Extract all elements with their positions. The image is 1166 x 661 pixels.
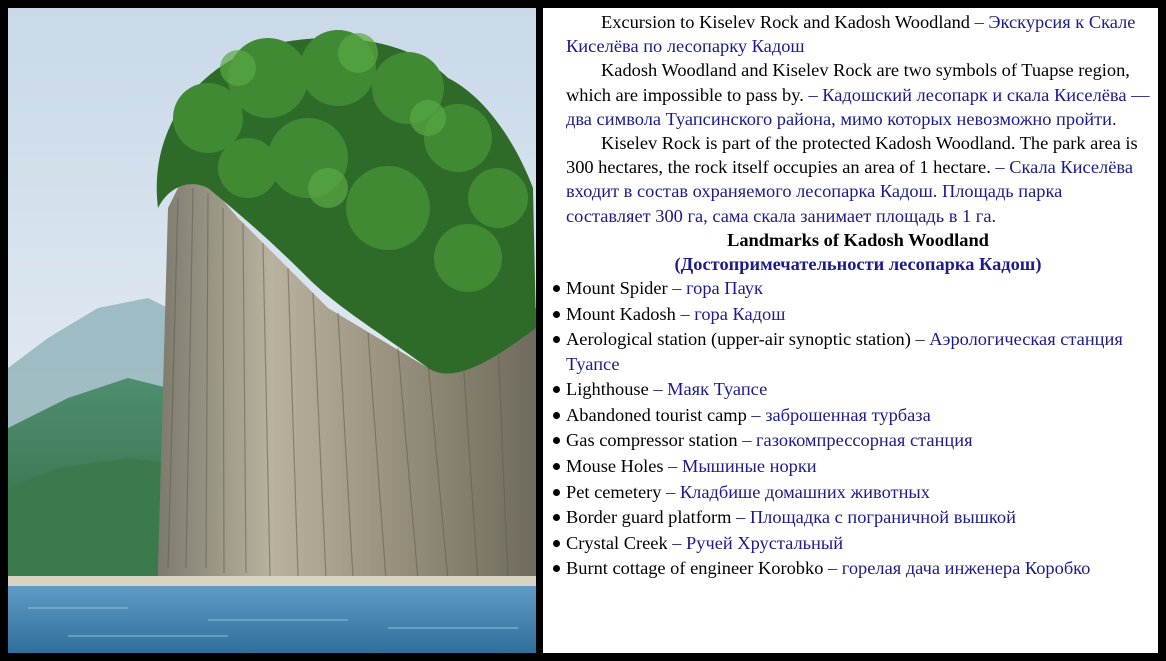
- list-item: [552, 480, 1150, 504]
- item-russian: Площадка с пограничной вышкой: [749, 507, 1016, 528]
- item-russian: горелая дача инженера Коробко: [841, 558, 1091, 579]
- landmarks-list: [552, 276, 1150, 580]
- item-russian: Ручей Хрустальный: [686, 532, 844, 553]
- item-separator: –: [661, 481, 680, 502]
- list-item: [552, 454, 1150, 478]
- bullet-icon: [553, 489, 560, 496]
- item-english: Pet cemetery: [566, 481, 662, 502]
- item-english: Aerological station (upper-air synoptic station): [566, 329, 911, 350]
- item-russian: Мышиные норки: [681, 456, 817, 476]
- item-russian: Маяк Туапсе: [667, 379, 768, 400]
- item-russian: газокомпрессорная станция: [756, 430, 973, 451]
- kiselev-rock-photo: [8, 8, 536, 653]
- item-russian: Аэрологическая станция Туапсе: [566, 329, 1123, 374]
- bullet-icon: [553, 311, 560, 318]
- list-item: [552, 302, 1150, 326]
- item-english: Mouse Holes: [566, 456, 664, 476]
- item-separator: –: [823, 558, 842, 579]
- bullet-icon: [553, 463, 560, 470]
- bullet-icon: [553, 565, 560, 572]
- item-english: Burnt cottage of engineer Korobko: [566, 558, 824, 579]
- item-separator: –: [910, 329, 930, 350]
- bullet-icon: [553, 412, 560, 419]
- list-item: [552, 403, 1150, 427]
- landmarks-heading: [566, 228, 1150, 276]
- item-english: Mount Spider: [566, 278, 668, 299]
- text-panel: [543, 8, 1158, 653]
- intro-3-russian: Скала Киселёва входит в состав охраняемого лесопарка Кадош. Площадь парка составляет 300 га, сама скала занимает площадь в 1 га.: [566, 157, 1134, 226]
- item-russian: заброшенная турбаза: [765, 404, 931, 425]
- item-russian: Кладбише домашних животных: [679, 481, 930, 502]
- intro-2-english: Kadosh Woodland and Kiselev Rock are two symbols of Tuapse region, which are impossible to pass by.: [566, 60, 1130, 105]
- item-english: Mount Kadosh: [566, 303, 681, 324]
- intro-1-separator: –: [970, 12, 989, 32]
- bullet-icon: [553, 514, 560, 521]
- list-item: [552, 327, 1150, 375]
- bullet-icon: [553, 285, 560, 292]
- cliff-illustration: [8, 8, 536, 653]
- landmarks-heading-russian: (Достопримечательности лесопарка Кадош): [674, 254, 1042, 275]
- item-english: Abandoned tourist camp: [566, 404, 747, 425]
- item-separator: –: [667, 278, 687, 299]
- item-english: Lighthouse: [566, 379, 649, 400]
- item-english: Gas compressor station: [566, 430, 738, 451]
- intro-2-separator: –: [803, 84, 823, 105]
- item-english: Crystal Creek: [566, 532, 673, 553]
- item-separator: –: [672, 532, 687, 553]
- list-item: [552, 531, 1150, 555]
- intro-3-separator: –: [990, 157, 1010, 178]
- bullet-icon: [553, 540, 560, 547]
- list-item: [552, 428, 1150, 452]
- landmarks-heading-english: Landmarks of Kadosh Woodland: [727, 229, 989, 250]
- bullet-icon: [553, 386, 560, 393]
- bullet-icon: [553, 437, 560, 444]
- list-item: [552, 377, 1150, 401]
- list-item: [552, 505, 1150, 529]
- list-item: [552, 276, 1150, 300]
- list-item: [552, 556, 1150, 580]
- item-russian: гора Паук: [686, 278, 763, 299]
- item-separator: –: [663, 456, 682, 476]
- item-separator: –: [736, 507, 750, 528]
- item-separator: –: [737, 430, 757, 451]
- intro-paragraph-3: [566, 131, 1150, 228]
- bullet-icon: [553, 336, 560, 343]
- intro-paragraph-1: [566, 10, 1150, 58]
- intro-paragraph-2: [566, 58, 1150, 131]
- intro-1-english: Excursion to Kiselev Rock and Kadosh Woodland: [601, 12, 970, 32]
- intro-2-russian: Кадошский лесопарк и скала Киселёва — два символа Туапсинского района, мимо которых невозможно пройти.: [566, 84, 1150, 129]
- item-english: Border guard platform: [566, 507, 737, 528]
- item-separator: –: [648, 379, 668, 400]
- item-russian: гора Кадош: [694, 303, 786, 324]
- item-separator: –: [680, 303, 695, 324]
- item-separator: –: [746, 404, 766, 425]
- intro-1-russian: Экскурсия к Скале Киселёва по лесопарку Кадош: [566, 12, 1136, 57]
- intro-3-english: Kiselev Rock is part of the protected Kadosh Woodland. The park area is 300 hectares, the rock itself occupies an area of 1 hectare.: [566, 133, 1138, 178]
